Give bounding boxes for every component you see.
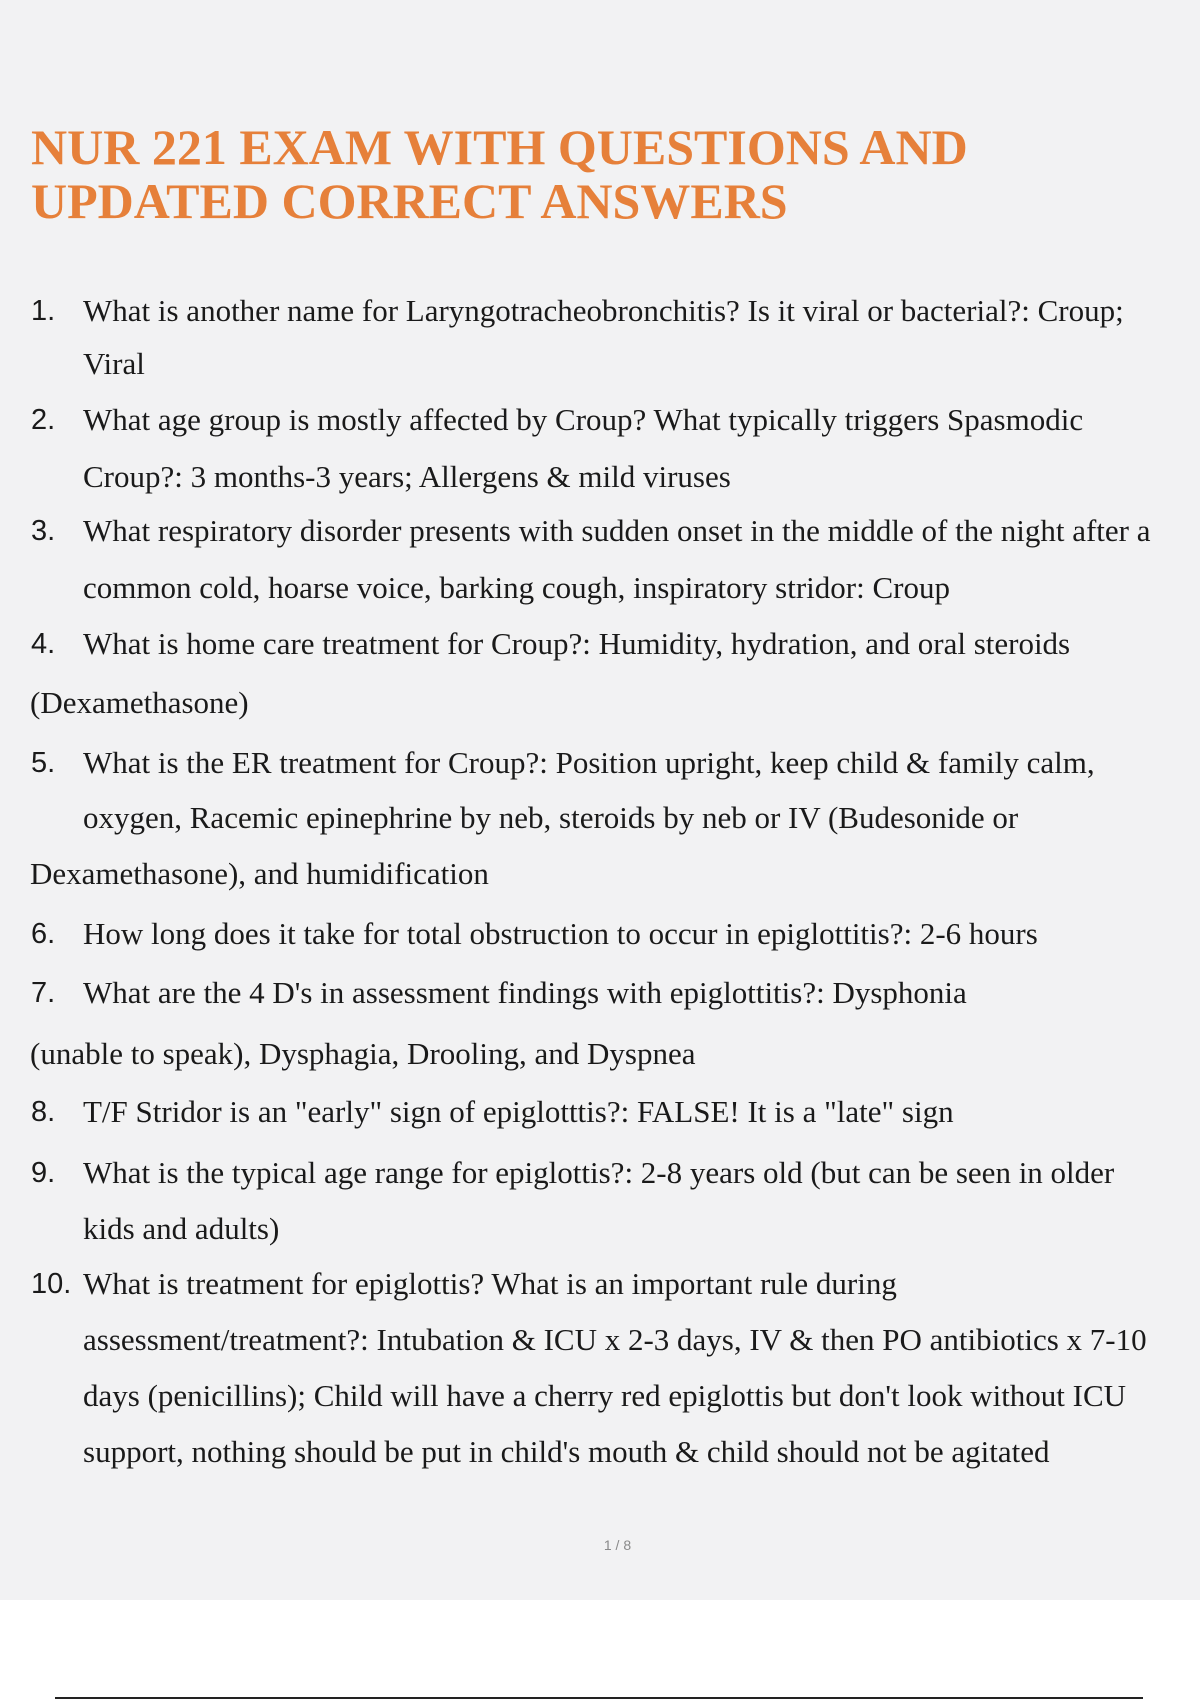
item-text: support, nothing should be put in child's mouth & child should not be agitated (83, 1434, 1050, 1469)
item-text: Viral (83, 346, 145, 381)
item-text: kids and adults) (83, 1211, 280, 1246)
item-text: days (penicillins); Child will have a cherry red epiglottis but don't look without ICU (83, 1378, 1127, 1413)
item-number: 1. (31, 295, 56, 327)
item-text: common cold, hoarse voice, barking cough, inspiratory stridor: Croup (83, 570, 950, 605)
item-number: 4. (31, 628, 56, 660)
item-number: 5. (31, 747, 56, 779)
item-number: 9. (31, 1157, 56, 1189)
item-text: Dexamethasone), and humidification (30, 856, 489, 891)
item-number: 3. (31, 515, 56, 547)
item-text: What are the 4 D's in assessment findings with epiglottitis?: Dysphonia (83, 975, 967, 1010)
item-text: What is the ER treatment for Croup?: Position upright, keep child & family calm, (83, 745, 1095, 780)
item-number: 2. (31, 404, 56, 436)
item-text: assessment/treatment?: Intubation & ICU x 2-3 days, IV & then PO antibiotics x 7-10 (83, 1322, 1147, 1357)
page-indicator: 1 / 8 (603, 1537, 632, 1553)
item-text: (Dexamethasone) (30, 685, 249, 720)
document-title: NUR 221 EXAM WITH QUESTIONS AND UPDATED CORRECT ANSWERS (31, 119, 968, 229)
item-text: oxygen, Racemic epinephrine by neb, steroids by neb or IV (Budesonide or (83, 800, 1019, 835)
item-text: What is another name for Laryngotracheobronchitis? Is it viral or bacterial?: Croup; (83, 293, 1124, 328)
item-text: What respiratory disorder presents with sudden onset in the middle of the night after a (83, 513, 1151, 548)
item-number: 6. (31, 918, 56, 950)
item-text: How long does it take for total obstruction to occur in epiglottitis?: 2-6 hours (83, 916, 1038, 951)
item-text: Croup?: 3 months-3 years; Allergens & mild viruses (83, 459, 731, 494)
item-text: What is home care treatment for Croup?: Humidity, hydration, and oral steroids (83, 626, 1071, 661)
item-number: 8. (31, 1096, 56, 1128)
item-number: 10. (31, 1268, 72, 1300)
item-text: T/F Stridor is an "early" sign of epiglotttis?: FALSE! It is a "late" sign (83, 1094, 954, 1129)
item-number: 7. (31, 977, 56, 1009)
item-text: What is treatment for epiglottis? What is an important rule during (83, 1266, 897, 1301)
next-page-divider (55, 1697, 1143, 1699)
item-text: What age group is mostly affected by Croup? What typically triggers Spasmodic (83, 402, 1084, 437)
item-text: What is the typical age range for epiglottis?: 2-8 years old (but can be seen in older (83, 1155, 1115, 1190)
item-text: (unable to speak), Dysphagia, Drooling, and Dyspnea (30, 1036, 696, 1071)
